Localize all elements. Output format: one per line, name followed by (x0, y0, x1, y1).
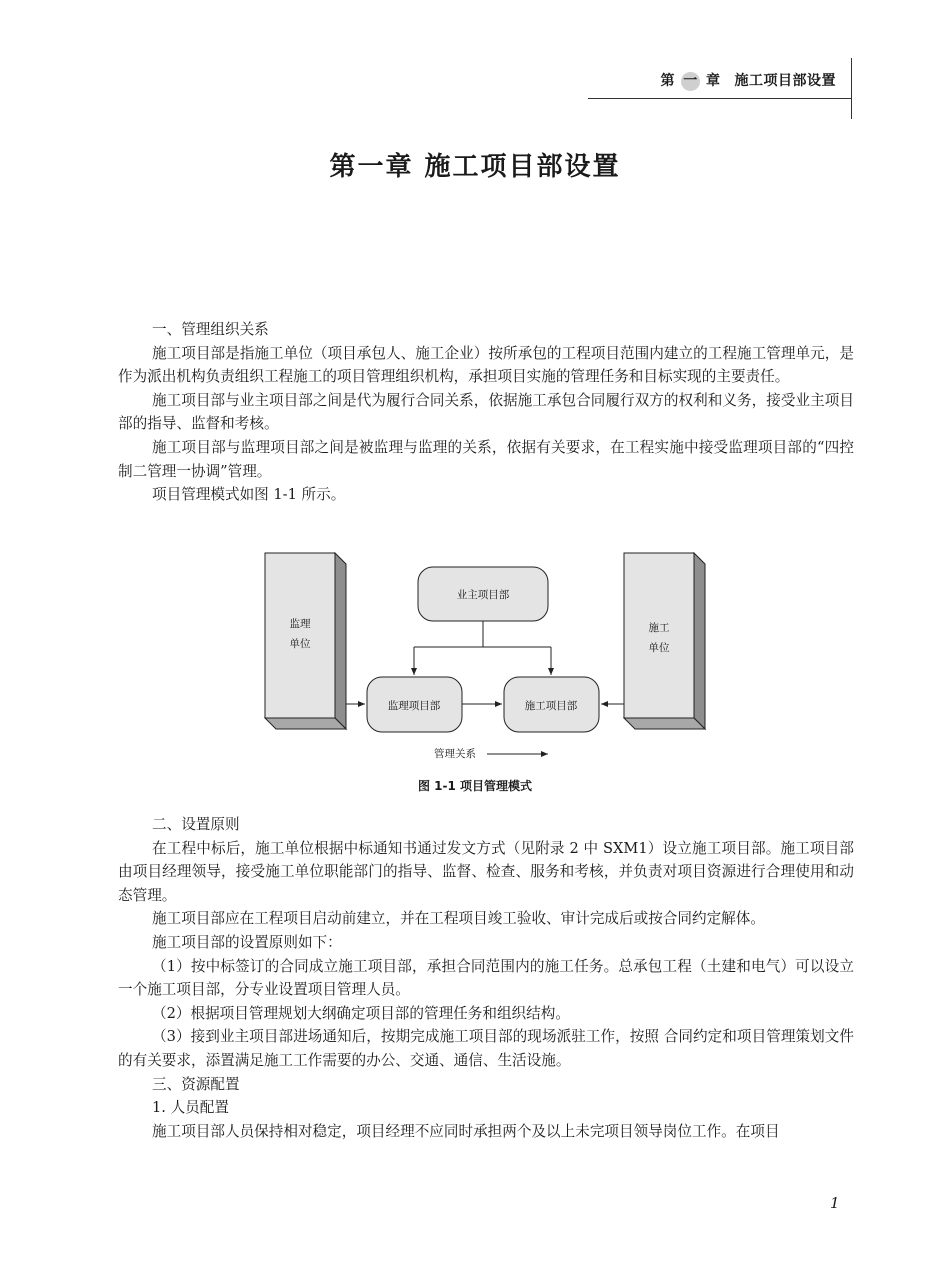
subsection-heading: 1. 人员配置 (152, 1099, 229, 1117)
section-heading: 一、管理组织关系 (152, 321, 269, 338)
paragraph: 在工程中标后，施工单位根据中标通知书通过发文方式（见附录 2 中 SXM1）设立施工项目部。施工项目部由项目经理领导，接受施工单位职能部门的指导、监督、检查、服务和考核，并负责对项目资源进行合理使用和动态管理。 (118, 839, 854, 904)
paragraph: 施工项目部与业主项目部之间是代为履行合同关系，依据施工承包合同履行双方的权利和义务，接受业主项目部的指导、监督和考核。 (118, 391, 854, 433)
construction-unit-label-2: 单位 (648, 642, 670, 654)
section-setup-principles (118, 813, 854, 1143)
list-item: （2）根据项目管理规划大纲确定项目部的管理任务和组织结构。 (152, 1004, 570, 1022)
owner-project-dept-box (418, 567, 548, 621)
supervision-unit-box (265, 553, 346, 729)
legend-label: 管理关系 (434, 748, 476, 760)
section-heading: 二、设置原则 (152, 816, 240, 833)
paragraph: 施工项目部应在工程项目启动前建立，并在工程项目竣工验收、审计完成后或按合同约定解体。 (152, 910, 765, 928)
management-mode-diagram (262, 548, 712, 773)
running-header (588, 58, 852, 99)
paragraph: 施工项目部与监理项目部之间是被监理与监理的关系，依据有关要求，在工程实施中接受监理项目部的“四控制二管理一协调”管理。 (118, 438, 854, 480)
header-chapter-number: 一 (681, 72, 700, 91)
header-vertical-rule (851, 58, 852, 119)
section-heading: 三、资源配置 (152, 1075, 240, 1093)
supervision-project-dept-label: 监理项目部 (387, 700, 441, 712)
paragraph: 施工项目部人员保持相对稳定，项目经理不应同时承担两个及以上未完项目领导岗位工作。在项目 (152, 1122, 780, 1140)
section-management-relations (118, 318, 854, 507)
list-item: （1）按中标签订的合同成立施工项目部，承担合同范围内的施工任务。总承包工程（土建和电气）可以设立一个施工项目部，分专业设置项目管理人员。 (118, 957, 854, 999)
paragraph: 项目管理模式如图 1-1 所示。 (152, 486, 346, 504)
list-item: （3）接到业主项目部进场通知后，按期完成施工项目部的现场派驻工作，按照 合同约定和项目管理策划文件的有关要求，添置满足施工工作需要的办公、交通、通信、生活设施。 (118, 1028, 854, 1069)
owner-connector (414, 621, 551, 675)
supervision-unit-label-1: 监理 (289, 618, 311, 630)
running-header-text (661, 70, 837, 91)
header-chapter-suffix: 章 (706, 73, 721, 89)
figure-caption: 图 1-1 项目管理模式 (417, 779, 533, 793)
paragraph: 施工项目部的设置原则如下： (152, 933, 342, 951)
page-number: 1 (830, 1194, 840, 1212)
construction-project-dept-box (504, 677, 599, 732)
supervision-project-dept-box (367, 677, 462, 732)
diagram-legend (434, 747, 548, 760)
header-chapter-prefix: 第 (660, 73, 675, 89)
paragraph: 施工项目部是指施工单位（项目承包人、施工企业）按所承包的工程项目范围内建立的工程施工管理单元，是作为派出机构负责组织工程施工的项目管理组织机构，承担项目实施的管理任务和目标实现的主要责任。 (118, 344, 854, 386)
header-title: 施工项目部设置 (734, 73, 836, 89)
construction-project-dept-label: 施工项目部 (524, 700, 578, 712)
supervision-unit-label-2: 单位 (289, 638, 311, 650)
owner-project-dept-label: 业主项目部 (456, 589, 510, 601)
construction-unit-box (624, 553, 705, 729)
construction-unit-label-1: 施工 (648, 622, 670, 634)
chapter-title: 第一章 施工项目部设置 (329, 152, 621, 182)
